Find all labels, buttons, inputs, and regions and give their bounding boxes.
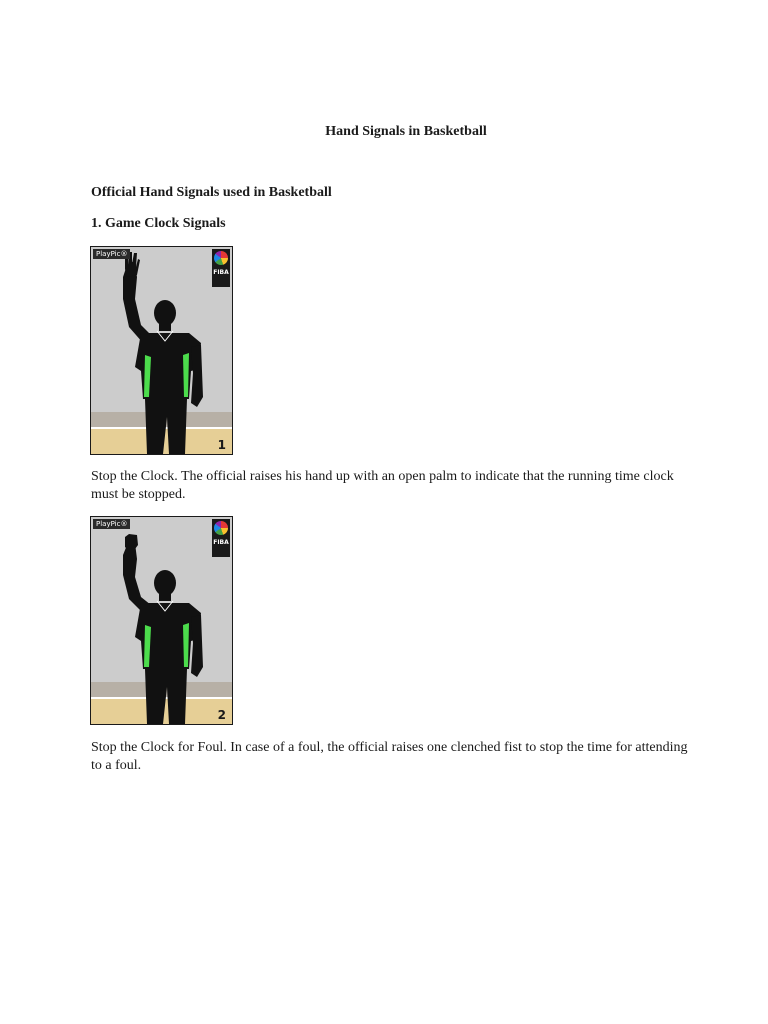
document-title: Hand Signals in Basketball: [325, 124, 487, 139]
signal-description: Stop the Clock. The official raises his hand up with an open palm to indicate that the running time clock must be stopped.: [91, 469, 674, 502]
stop-clock-foul-illustration: [90, 516, 233, 725]
fiba-logo-text: FIBA: [213, 269, 229, 276]
subsection-heading: 1. Game Clock Signals: [91, 216, 226, 231]
stop-clock-illustration: [90, 246, 233, 455]
signal-number: 2: [217, 708, 226, 722]
fiba-globe-icon: [214, 521, 228, 535]
fiba-globe-icon: [214, 251, 228, 265]
clenched-fist-icon: [125, 534, 138, 549]
referee-open-palm-figure: [91, 247, 232, 454]
signal-number: 1: [217, 438, 226, 452]
playpic-brand-label: PlayPic®: [93, 519, 130, 529]
section-heading: Official Hand Signals used in Basketball: [91, 185, 332, 200]
fiba-logo-text: FIBA: [213, 539, 229, 546]
playpic-brand-label: PlayPic®: [93, 249, 130, 259]
signal-description: Stop the Clock for Foul. In case of a foul, the official raises one clenched fist to stop the time for attending to a foul.: [91, 740, 688, 773]
fiba-logo: [212, 249, 230, 287]
fiba-logo: [212, 519, 230, 557]
referee-clenched-fist-figure: [91, 517, 232, 724]
